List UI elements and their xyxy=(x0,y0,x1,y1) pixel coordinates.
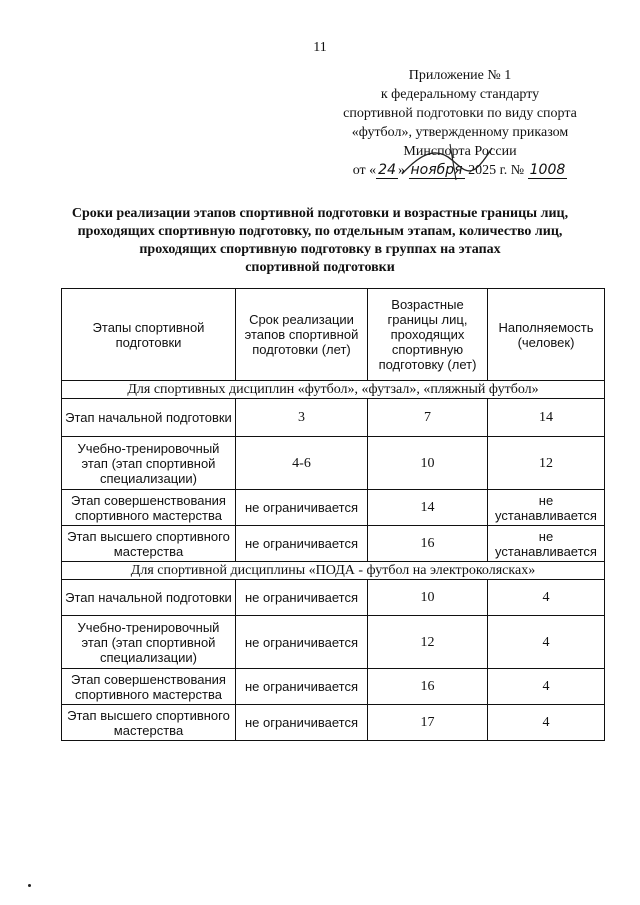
age-cell: 16 xyxy=(368,526,488,562)
appendix-line-3: спортивной подготовки по виду спорта xyxy=(343,106,577,121)
stages-table xyxy=(61,288,605,741)
age-cell: 7 xyxy=(368,399,488,437)
table-header-row xyxy=(62,289,605,381)
term-cell: не ограничивается xyxy=(236,616,368,669)
term-cell: 4-6 xyxy=(236,437,368,490)
age-cell: 10 xyxy=(368,437,488,490)
date-year: 2025 г. № xyxy=(468,163,525,178)
table-row xyxy=(62,580,605,616)
age-cell: 10 xyxy=(368,580,488,616)
section-row-2 xyxy=(62,562,605,580)
fill-cell: 12 xyxy=(488,437,605,490)
appendix-line-4: «футбол», утвержденному приказом xyxy=(351,125,569,140)
age-cell: 12 xyxy=(368,616,488,669)
age-cell: 16 xyxy=(368,669,488,705)
stage-cell: Учебно-тренировочный этап (этап спортивной специализации) xyxy=(62,616,236,669)
table-row xyxy=(62,705,605,741)
header-fill: Наполняемость (человек) xyxy=(488,289,605,381)
stage-cell: Этап совершенствования спортивного мастерства xyxy=(62,490,236,526)
term-cell: не ограничивается xyxy=(236,669,368,705)
scan-dot xyxy=(28,884,31,887)
page-number: 11 xyxy=(313,40,327,55)
fill-cell: 4 xyxy=(488,669,605,705)
term-cell: не ограничивается xyxy=(236,490,368,526)
date-prefix: от « xyxy=(352,163,377,178)
date-day: 24 xyxy=(378,162,396,178)
section-title-2: Для спортивной дисциплины «ПОДА - футбол на электроколясках» xyxy=(62,562,605,580)
order-number: 1008 xyxy=(529,162,566,178)
term-cell: не ограничивается xyxy=(236,526,368,562)
section-row-1 xyxy=(62,381,605,399)
term-cell: 3 xyxy=(236,399,368,437)
stage-cell: Этап высшего спортивного мастерства xyxy=(62,526,236,562)
age-cell: 14 xyxy=(368,490,488,526)
appendix-line-2: к федеральному стандарту xyxy=(380,87,540,102)
header-stage: Этапы спортивной подготовки xyxy=(62,289,236,381)
fill-cell: не устанавливается xyxy=(488,490,605,526)
term-cell: не ограничивается xyxy=(236,580,368,616)
header-term: Срок реализации этапов спортивной подготовки (лет) xyxy=(236,289,368,381)
fill-cell: 14 xyxy=(488,399,605,437)
title-line-3: проходящих спортивную подготовку в группах на этапах xyxy=(139,242,501,257)
table-row xyxy=(62,526,605,562)
header-age: Возрастные границы лиц, проходящих спортивную подготовку (лет) xyxy=(368,289,488,381)
title-line-1: Сроки реализации этапов спортивной подготовки и возрастные границы лиц, xyxy=(71,206,569,221)
fill-cell: 4 xyxy=(488,580,605,616)
age-cell: 17 xyxy=(368,705,488,741)
table-row xyxy=(62,399,605,437)
stage-cell: Этап начальной подготовки xyxy=(62,399,236,437)
stage-cell: Этап начальной подготовки xyxy=(62,580,236,616)
appendix-line-1: Приложение № 1 xyxy=(408,68,512,83)
title-line-4: спортивной подготовки xyxy=(245,260,395,275)
term-cell: не ограничивается xyxy=(236,705,368,741)
stage-cell: Этап высшего спортивного мастерства xyxy=(62,705,236,741)
document-title xyxy=(50,205,590,277)
date-mid: » xyxy=(398,163,405,178)
fill-cell: не устанавливается xyxy=(488,526,605,562)
table-row xyxy=(62,490,605,526)
title-line-2: проходящих спортивную подготовку, по отдельным этапам, количество лиц, xyxy=(77,224,563,239)
fill-cell: 4 xyxy=(488,705,605,741)
stage-cell: Учебно-тренировочный этап (этап спортивной специализации) xyxy=(62,437,236,490)
section-title-1: Для спортивных дисциплин «футбол», «футзал», «пляжный футбол» xyxy=(62,381,605,399)
stage-cell: Этап совершенствования спортивного мастерства xyxy=(62,669,236,705)
date-month: ноября xyxy=(410,162,463,178)
appendix-block xyxy=(310,66,610,180)
appendix-line-5: Минспорта России xyxy=(403,144,517,159)
table-row xyxy=(62,437,605,490)
appendix-date-line xyxy=(310,161,610,180)
table-row xyxy=(62,669,605,705)
fill-cell: 4 xyxy=(488,616,605,669)
table-row xyxy=(62,616,605,669)
